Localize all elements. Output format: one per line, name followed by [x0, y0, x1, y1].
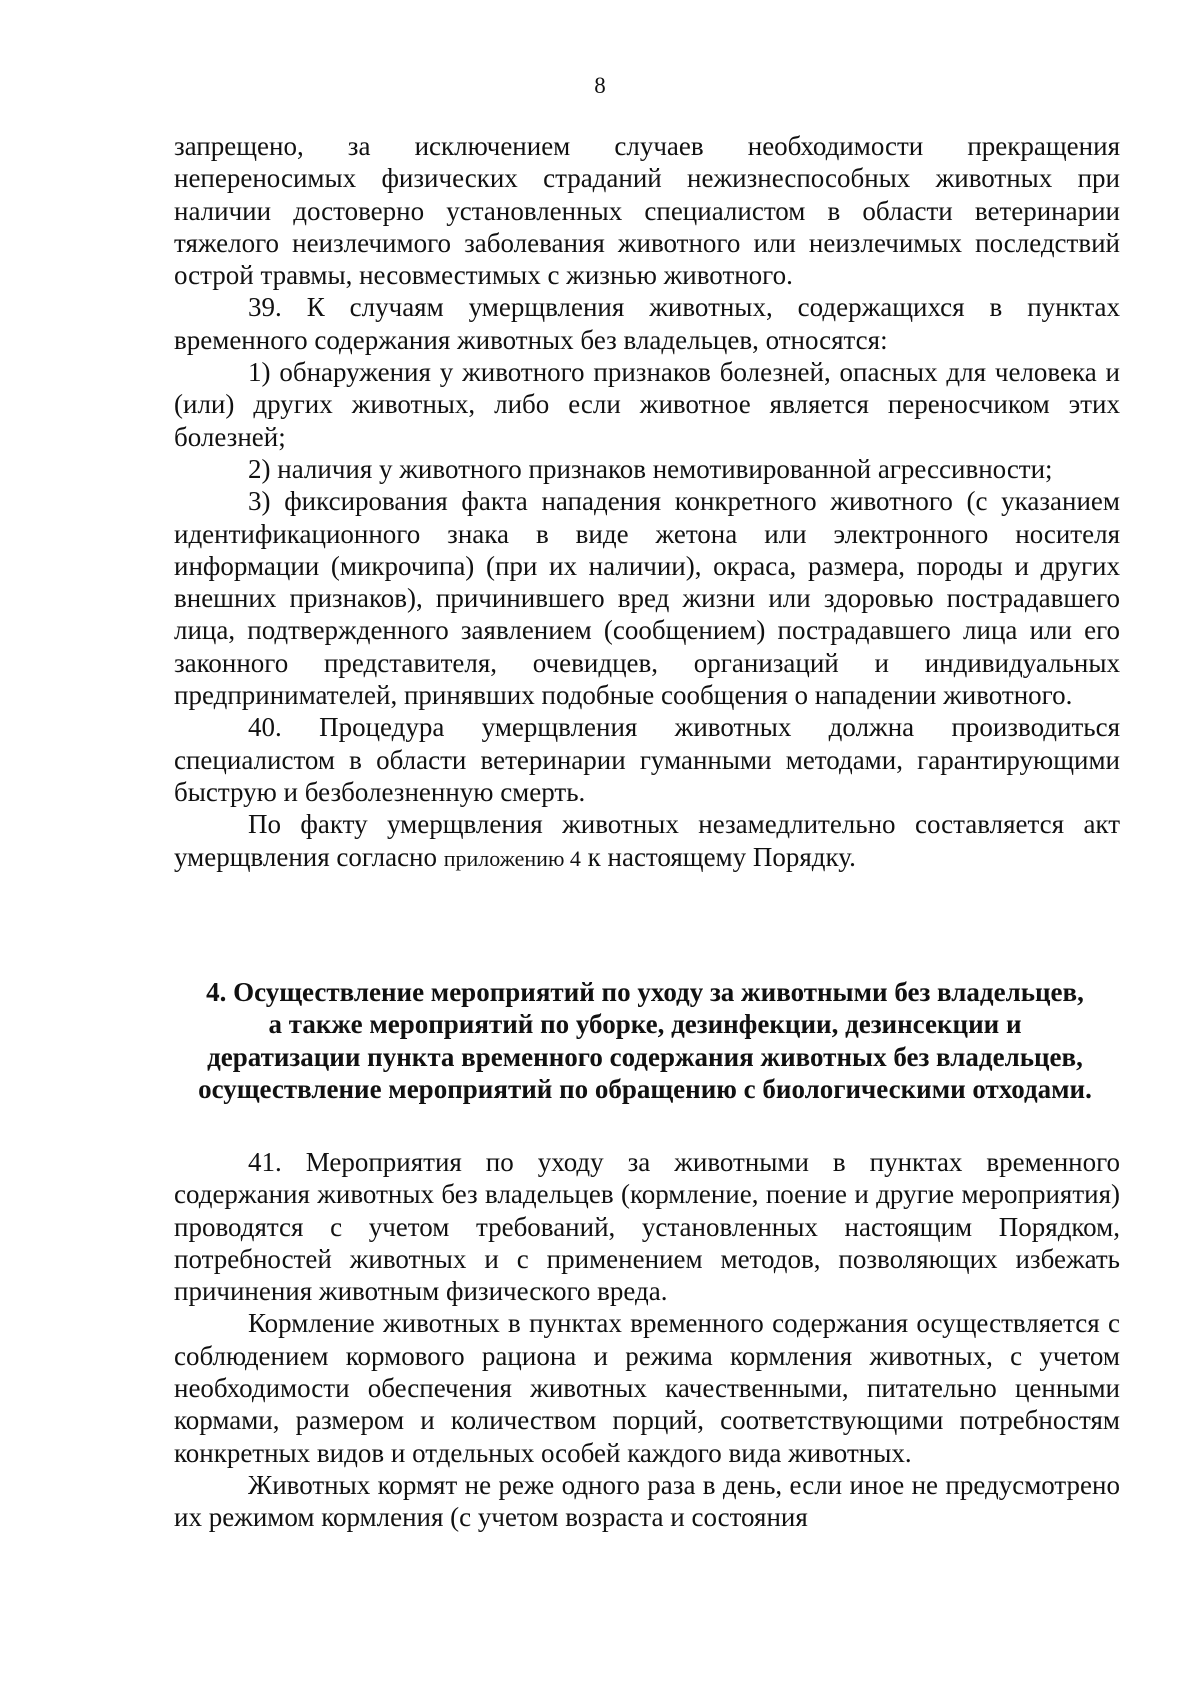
text-block-upper: [174, 130, 1120, 875]
paragraph-feeding-frequency: Животных кормят не реже одного раза в день, если иное не предусмотрено их режимом кормления (с учетом возраста и состояния: [174, 1469, 1120, 1533]
paragraph-continuation: запрещено, за исключением случаев необходимости прекращения непереносимых физических страданий нежизнеспособных животных при наличии достоверно установленных специалистом в области ветеринарии тяжелого неизлечимого заболевания животного или неизлечимых последствий острой травмы, несовместимых с жизнью животного.: [174, 131, 1120, 291]
paragraph-40-act: [174, 808, 1120, 875]
page-number: 8: [594, 73, 606, 98]
appendix-reference: приложению 4: [443, 845, 581, 871]
act-text-end: к настоящему Порядку.: [580, 841, 856, 872]
heading-line-1: 4. Осуществление мероприятий по уходу за животными без владельцев,: [206, 977, 1084, 1007]
paragraph-40: 40. Процедура умерщвления животных должна производиться специалистом в области ветеринарии гуманными методами, гарантирующими быструю и безболезненную смерть.: [174, 712, 1120, 807]
text-block-lower: [174, 1146, 1120, 1534]
section-heading: [150, 976, 1140, 1105]
heading-line-2: а также мероприятий по уборке, дезинфекции, дезинсекции и: [268, 1009, 1022, 1040]
paragraph-41: 41. Мероприятия по уходу за животными в пунктах временного содержания животных без владельцев (кормление, поение и другие мероприятия) проводятся с учетом требований, установленных настоящим Порядком, потребностей животных и с применением методов, позволяющих избежать причинения животным физического вреда.: [174, 1147, 1120, 1307]
paragraph-feeding: Кормление животных в пунктах временного содержания осуществляется с соблюдением кормового рациона и режима кормления животных, с учетом необходимости обеспечения животных качественными, питательно ценными кормами, размером и количеством порций, соответствующими потребностям конкретных видов и отдельных особей каждого вида животных.: [174, 1308, 1120, 1468]
paragraph-39-item-3: 3) фиксирования факта нападения конкретного животного (с указанием идентификационного знака в виде жетона или электронного носителя информации (микрочипа) (при их наличии), окраса, размера, породы и других внешних признаков), причинившего вред жизни или здоровью пострадавшего лица, подтвержденного заявлением (сообщением) пострадавшего лица или его законного представителя, очевидцев, организаций и индивидуальных предпринимателей, принявших подобные сообщения о нападении животного.: [174, 486, 1120, 711]
heading-line-4: осуществление мероприятий по обращению с биологическими отходами.: [198, 1073, 1092, 1104]
paragraph-39: 39. К случаям умерщвления животных, содержащихся в пунктах временного содержания животных без владельцев, относятся:: [174, 292, 1120, 355]
paragraph-39-item-1: 1) обнаружения у животного признаков болезней, опасных для человека и (или) других животных, либо если животное является переносчиком этих болезней;: [174, 357, 1120, 452]
heading-line-3: дератизации пункта временного содержания животных без владельцев,: [207, 1041, 1083, 1072]
paragraph-39-item-2: 2) наличия у животного признаков немотивированной агрессивности;: [248, 453, 1053, 484]
act-text-start: По факту умерщвления животных незамедлительно составляется акт умерщвления согласно: [174, 809, 1120, 872]
